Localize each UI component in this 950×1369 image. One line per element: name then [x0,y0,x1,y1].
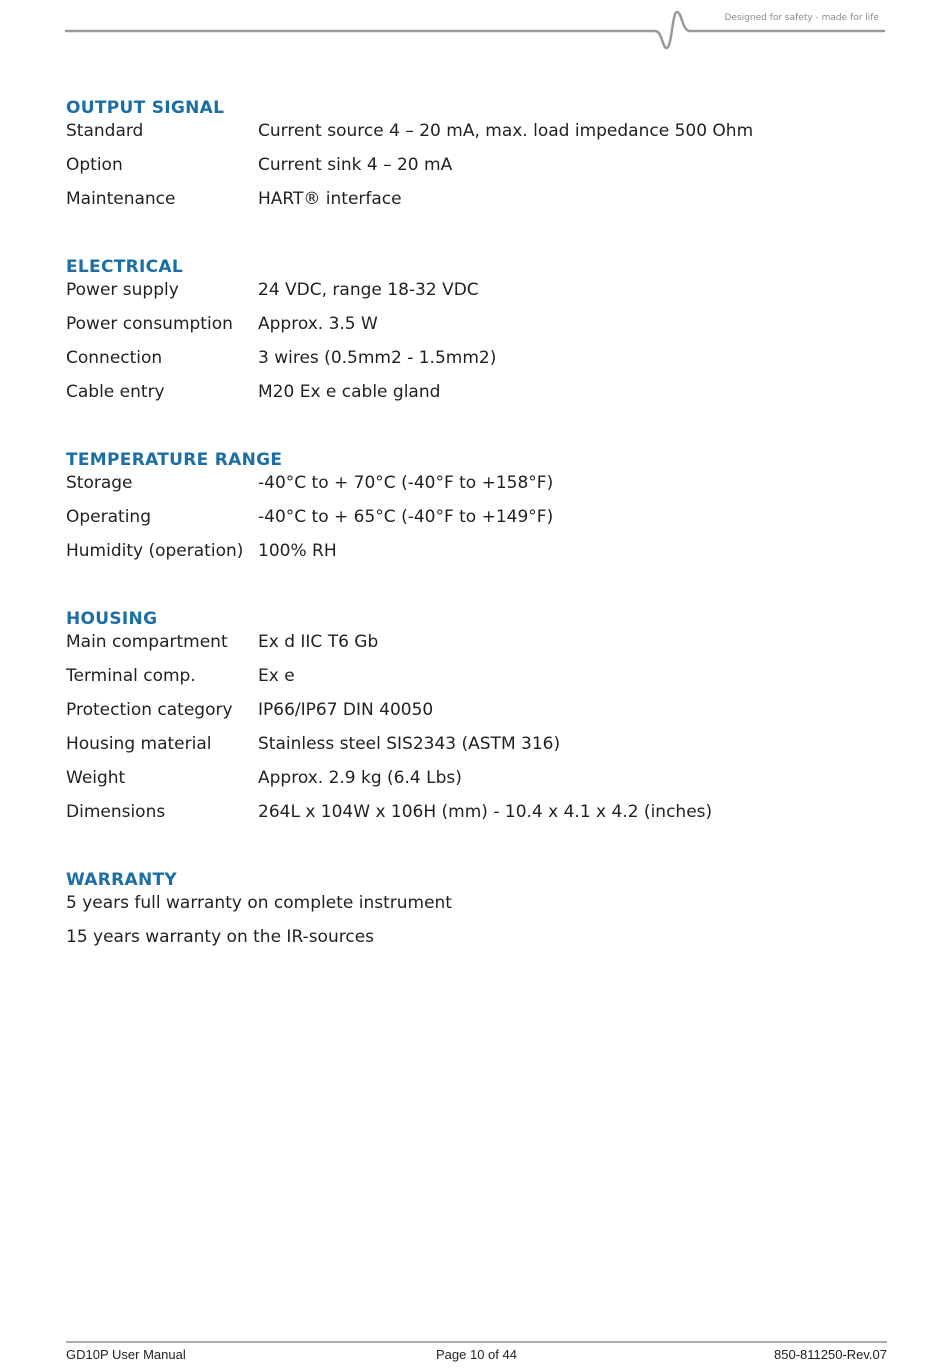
section-title: WARRANTY [66,870,178,890]
spec-value: Approx. 3.5 W [258,314,378,334]
page-footer [66,1347,887,1365]
spec-label: Humidity (operation) [66,541,244,561]
spec-label: Option [66,155,123,175]
footer-page-number: Page 10 of 44 [436,1347,517,1362]
spec-label: Protection category [66,700,233,720]
section-title: ELECTRICAL [66,257,184,277]
spec-label: Connection [66,348,163,368]
spec-content [66,97,896,994]
spec-label: Main compartment [66,632,228,652]
section-electrical [66,256,896,414]
spec-value: Approx. 2.9 kg (6.4 Lbs) [258,768,462,788]
spec-value: 3 wires (0.5mm2 - 1.5mm2) [258,348,497,368]
spec-value: Ex e [258,666,295,686]
spec-row [66,346,896,380]
spec-label: Storage [66,473,133,493]
spec-value: Current sink 4 – 20 mA [258,155,453,175]
spec-row [66,380,896,414]
spec-value: IP66/IP67 DIN 40050 [258,700,434,720]
warranty-line: 5 years full warranty on complete instrument [66,893,452,913]
spec-value: M20 Ex e cable gland [258,382,441,402]
footer-divider [66,1341,887,1343]
spec-value: 100% RH [258,541,337,561]
spec-value: HART® interface [258,189,402,209]
spec-label: Standard [66,121,144,141]
warranty-line: 15 years warranty on the IR-sources [66,927,375,947]
section-title: TEMPERATURE RANGE [66,450,283,470]
spec-row [66,539,896,573]
spec-row [66,119,896,153]
header-wave-line [0,0,950,60]
spec-label: Maintenance [66,189,176,209]
spec-value: Current source 4 – 20 mA, max. load impedance 500 Ohm [258,121,754,141]
spec-row [66,630,896,664]
spec-label: Terminal comp. [66,666,196,686]
spec-value: -40°C to + 65°C (-40°F to +149°F) [258,507,554,527]
section-temperature-range [66,449,896,573]
header-tagline: Designed for safety - made for life [724,13,879,23]
spec-row [66,800,896,834]
spec-row [66,505,896,539]
spec-row [66,471,896,505]
section-title: OUTPUT SIGNAL [66,98,225,118]
spec-value: 24 VDC, range 18-32 VDC [258,280,479,300]
spec-row [66,187,896,221]
section-title: HOUSING [66,609,158,629]
spec-label: Power supply [66,280,179,300]
spec-value: -40°C to + 70°C (-40°F to +158°F) [258,473,554,493]
spec-row [66,278,896,312]
spec-value: Stainless steel SIS2343 (ASTM 316) [258,734,561,754]
section-housing [66,608,896,834]
spec-value: Ex d IIC T6 Gb [258,632,379,652]
spec-label: Operating [66,507,151,527]
spec-row [66,312,896,346]
spec-label: Power consumption [66,314,233,334]
footer-revision: 850-811250-Rev.07 [774,1347,887,1362]
footer-document-title: GD10P User Manual [66,1347,186,1362]
spec-row [66,153,896,187]
spec-label: Housing material [66,734,212,754]
spec-value: 264L x 104W x 106H (mm) - 10.4 x 4.1 x 4.2 (inches) [258,802,713,822]
spec-row [66,766,896,800]
spec-label: Dimensions [66,802,166,822]
section-warranty [66,869,896,959]
spec-label: Cable entry [66,382,165,402]
spec-label: Weight [66,768,126,788]
section-output-signal [66,97,896,221]
spec-row [66,732,896,766]
spec-row [66,664,896,698]
spec-row [66,698,896,732]
